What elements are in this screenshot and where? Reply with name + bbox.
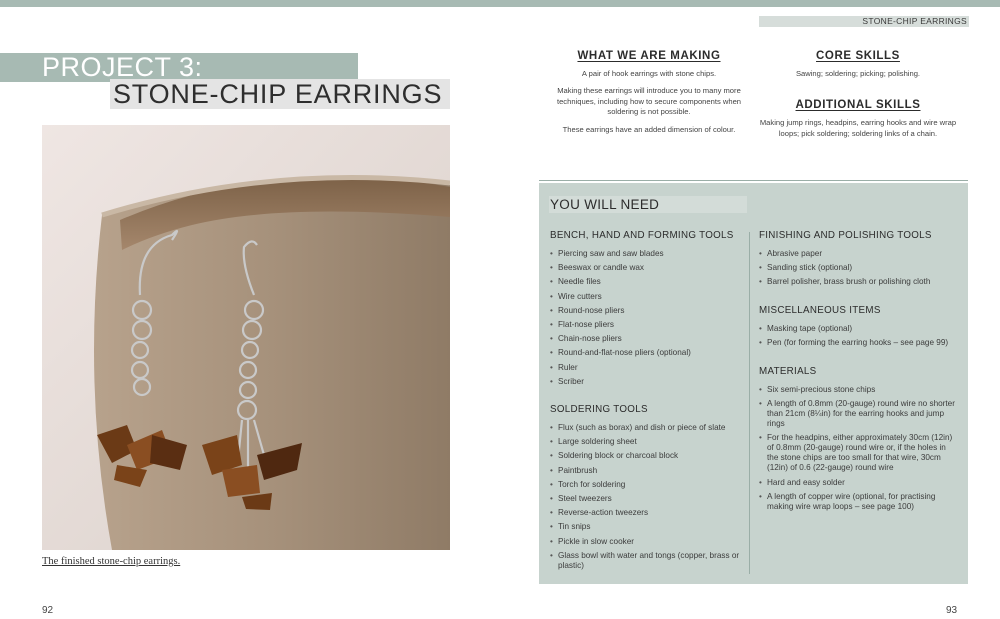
- list-item: • Ruler: [550, 363, 745, 373]
- materials-title: MATERIALS: [759, 366, 817, 377]
- what-we-are-making-p3: These earrings have an added dimension of colour.: [562, 125, 736, 134]
- list-item: • For the headpins, either approximately 30cm (12in) of 0.8mm (20-gauge) round wire or, if the holes in the stone chips are too small for that wire, 30cm (12in) of 0.6 (22-gauge) round wire: [759, 433, 959, 473]
- bench-tools-title: BENCH, HAND AND FORMING TOOLS: [550, 230, 734, 241]
- earrings-photo: [42, 125, 450, 550]
- additional-skills-text: Making jump rings, headpins, earring hooks and wire wrap loops; pick soldering; soldering links of a chain.: [759, 118, 957, 138]
- page-title: STONE-CHIP EARRINGS: [113, 79, 443, 109]
- list-item: • Beeswax or candle wax: [550, 263, 745, 273]
- list-item: • Reverse-action tweezers: [550, 508, 740, 518]
- running-head: STONE-CHIP EARRINGS: [759, 16, 969, 27]
- list-item: • Abrasive paper: [759, 249, 959, 259]
- materials-list: [759, 385, 959, 516]
- core-skills-title: CORE SKILLS: [816, 50, 900, 62]
- bench-tools-list: [550, 249, 745, 391]
- project-label: PROJECT 3:: [42, 52, 203, 82]
- list-item: • Round-nose pliers: [550, 306, 745, 316]
- you-will-need-title: YOU WILL NEED: [550, 197, 660, 212]
- list-item: • Tin snips: [550, 522, 740, 532]
- list-item: • Round-and-flat-nose pliers (optional): [550, 348, 745, 358]
- page-number-right: 93: [946, 605, 958, 616]
- list-item: • Pickle in slow cooker: [550, 537, 740, 547]
- list-item: • A length of copper wire (optional, for practising making wire wrap loops – see page 100): [759, 492, 959, 512]
- misc-items-list: [759, 324, 959, 352]
- list-item: • Paintbrush: [550, 466, 740, 476]
- list-item: • Masking tape (optional): [759, 324, 959, 334]
- finishing-tools-list: [759, 249, 959, 292]
- list-item: • Flux (such as borax) and dish or piece of slate: [550, 423, 740, 433]
- soldering-tools-list: [550, 423, 740, 575]
- list-item: • A length of 0.8mm (20-gauge) round wire no shorter than 21cm (8¼in) for the earring hooks and jump rings: [759, 399, 959, 429]
- photo-caption: The finished stone-chip earrings.: [42, 556, 181, 567]
- list-item: • Six semi-precious stone chips: [759, 385, 959, 395]
- additional-skills-title: ADDITIONAL SKILLS: [795, 99, 921, 111]
- list-item: • Flat-nose pliers: [550, 320, 745, 330]
- list-item: • Large soldering sheet: [550, 437, 740, 447]
- list-item: • Glass bowl with water and tongs (copper, brass or plastic): [550, 551, 740, 571]
- list-item: • Wire cutters: [550, 292, 745, 302]
- list-item: • Pen (for forming the earring hooks – see page 99): [759, 338, 959, 348]
- list-item: • Needle files: [550, 277, 745, 287]
- panel-top-rule: [539, 180, 968, 181]
- list-item: • Piercing saw and saw blades: [550, 249, 745, 259]
- what-we-are-making-p2: Making these earrings will introduce you to many more techniques, including how to secure components when soldering is not possible.: [556, 86, 742, 116]
- list-item: • Soldering block or charcoal block: [550, 451, 740, 461]
- list-item: • Barrel polisher, brass brush or polishing cloth: [759, 277, 959, 287]
- list-item: • Sanding stick (optional): [759, 263, 959, 273]
- page-number-left: 92: [42, 605, 54, 616]
- what-we-are-making-title: WHAT WE ARE MAKING: [577, 50, 721, 62]
- core-skills-text: Sawing; soldering; picking; polishing.: [795, 69, 921, 78]
- finishing-tools-title: FINISHING AND POLISHING TOOLS: [759, 230, 932, 241]
- list-item: • Scriber: [550, 377, 745, 387]
- top-color-bar: [0, 0, 1000, 7]
- list-item: • Chain-nose pliers: [550, 334, 745, 344]
- misc-items-title: MISCELLANEOUS ITEMS: [759, 305, 881, 316]
- list-item: • Steel tweezers: [550, 494, 740, 504]
- soldering-tools-title: SOLDERING TOOLS: [550, 404, 648, 415]
- list-item: • Hard and easy solder: [759, 478, 959, 488]
- what-we-are-making-p1: A pair of hook earrings with stone chips.: [581, 69, 717, 78]
- column-divider: [749, 232, 750, 574]
- list-item: • Torch for soldering: [550, 480, 740, 490]
